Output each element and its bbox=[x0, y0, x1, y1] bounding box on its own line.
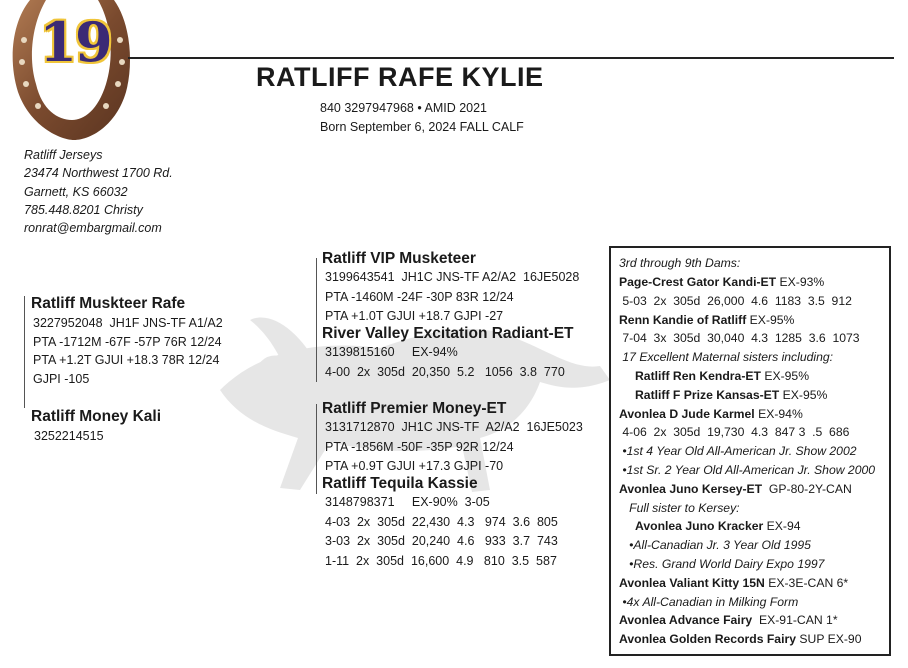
dam-block bbox=[31, 408, 161, 443]
dam-entry-classification: SUP EX-90 bbox=[796, 632, 862, 647]
consignor-info bbox=[24, 146, 173, 237]
sire-name: Ratliff Muskteer Rafe bbox=[31, 295, 186, 312]
consignor-email[interactable]: ronrat@embargmail.com bbox=[24, 221, 162, 236]
sire-pta-2: PTA +1.2T GJUI +18.3 78R 12/24 bbox=[33, 353, 220, 367]
sire-sire-name: Ratliff VIP Musketeer bbox=[322, 250, 476, 267]
dam-entry-name: Avonlea D Jude Karmel bbox=[619, 406, 755, 421]
animal-name: RATLIFF RAFE KYLIE bbox=[256, 62, 544, 92]
sire-dam-reg: 3139815160 EX-94% bbox=[325, 345, 458, 359]
dam-entry bbox=[635, 388, 827, 402]
dam-entry-classification: EX-3E-CAN 6* bbox=[764, 575, 849, 590]
dam-entry-name: Avonlea Juno Kersey-ET bbox=[619, 481, 763, 496]
sire-sire-pta-1: PTA -1460M -24F -30P 83R 12/24 bbox=[325, 289, 514, 304]
dam-sire-reg: 3131712870 JH1C JNS-TF A2/A2 16JE5023 bbox=[325, 420, 583, 434]
lot-number: 19 bbox=[39, 10, 111, 74]
dam-record: 5-03 2x 305d 26,000 4.6 1183 3.5 912 bbox=[619, 293, 852, 308]
dam-note: •1st Sr. 2 Year Old All-American Jr. Show 2000 bbox=[619, 463, 876, 477]
dam-entry bbox=[619, 407, 803, 421]
sire-reg: 3227952048 JH1F JNS-TF A1/A2 bbox=[33, 316, 223, 330]
dam-entry bbox=[619, 482, 852, 496]
dam-entry bbox=[619, 576, 848, 590]
dam-note: •1st 4 Year Old All-American Jr. Show 2002 bbox=[619, 444, 857, 459]
id-line: 840 3297947968 • AMID 2021 bbox=[320, 101, 488, 115]
dam-entry-classification: EX-93% bbox=[776, 275, 825, 289]
dam-entry bbox=[619, 632, 861, 646]
dam-entry bbox=[635, 369, 809, 383]
dam-dam-record-1: 4-03 2x 305d 22,430 4.3 974 3.6 805 bbox=[325, 514, 558, 529]
dam-note: •4x All-Canadian in Milking Form bbox=[619, 594, 799, 609]
dam-entry bbox=[619, 313, 794, 327]
dam-dam-record-2: 3-03 2x 305d 20,240 4.6 933 3.7 743 bbox=[325, 534, 558, 548]
dam-dam-record-3: 1-11 2x 305d 16,600 4.9 810 3.5 587 bbox=[325, 553, 557, 568]
dam-note: •All-Canadian Jr. 3 Year Old 1995 bbox=[619, 538, 811, 553]
dam-dam-name: Ratliff Tequila Kassie bbox=[322, 475, 478, 492]
dam-dam-reg: 3148798371 EX-90% 3-05 bbox=[325, 495, 490, 509]
dam-entry-classification: EX-95% bbox=[779, 387, 828, 402]
dam-entry-name: Avonlea Juno Kracker bbox=[635, 519, 764, 534]
dam-entry-name: Renn Kandie of Ratliff bbox=[619, 312, 747, 327]
sire-dam-record: 4-00 2x 305d 20,350 5.2 1056 3.8 770 bbox=[325, 364, 565, 379]
dam-entry-classification: EX-91-CAN 1* bbox=[752, 613, 838, 628]
dam-reg: 3252214515 bbox=[34, 429, 104, 443]
dam-sire-name: Ratliff Premier Money-ET bbox=[322, 400, 507, 417]
dam-record: 7-04 3x 305d 30,040 4.3 1285 3.6 1073 bbox=[619, 331, 860, 346]
maternal-dams-box bbox=[609, 246, 891, 656]
dam-note: •Res. Grand World Dairy Expo 1997 bbox=[619, 557, 825, 571]
sire-block bbox=[31, 295, 223, 388]
dam-entry bbox=[619, 275, 824, 289]
sire-dam-block bbox=[322, 325, 574, 382]
dam-sire-block bbox=[322, 400, 583, 477]
dam-note: 17 Excellent Maternal sisters including: bbox=[619, 350, 834, 365]
dam-entry-name: Ratliff Ren Kendra-ET bbox=[635, 369, 761, 383]
consignor-farm: Ratliff Jerseys bbox=[24, 148, 103, 162]
sire-bracket bbox=[24, 296, 25, 408]
dam-name: Ratliff Money Kali bbox=[31, 408, 162, 425]
sire-side-bracket bbox=[316, 258, 317, 382]
consignor-phone: 785.448.8201 Christy bbox=[24, 202, 143, 217]
consignor-address: 23474 Northwest 1700 Rd. bbox=[24, 166, 173, 181]
consignor-city: Garnett, KS 66032 bbox=[24, 184, 128, 199]
dam-entry-name: Avonlea Golden Records Fairy bbox=[619, 632, 796, 647]
sire-sire-reg: 3199643541 JH1C JNS-TF A2/A2 16JE5028 bbox=[325, 270, 580, 284]
dam-entry-classification: EX-95% bbox=[760, 369, 810, 383]
dam-entry-name: Avonlea Valiant Kitty 15N bbox=[619, 575, 765, 590]
dam-entry bbox=[635, 519, 801, 533]
dam-side-bracket bbox=[316, 404, 317, 494]
sire-pta-1: PTA -1712M -67F -57P 76R 12/24 bbox=[33, 334, 222, 349]
dam-record: 4-06 2x 305d 19,730 4.3 847 3 .5 686 bbox=[619, 425, 850, 440]
dam-entry-name: Page-Crest Gator Kandi-ET bbox=[619, 275, 777, 289]
sire-sire-pta-2: PTA +1.0T GJUI +18.7 GJPI -27 bbox=[325, 309, 504, 323]
sire-dam-name: River Valley Excitation Radiant-ET bbox=[322, 325, 574, 342]
dams-heading: 3rd through 9th Dams: bbox=[619, 256, 741, 270]
sire-gjpi: GJPI -105 bbox=[33, 371, 90, 386]
dam-entry-name: Ratliff F Prize Kansas-ET bbox=[635, 387, 780, 402]
sire-sire-block bbox=[322, 250, 579, 327]
dam-entry-classification: EX-95% bbox=[746, 312, 795, 327]
dam-sire-pta-1: PTA -1856M -50F -35P 92R 12/24 bbox=[325, 439, 514, 454]
dam-sire-pta-2: PTA +0.9T GJUI +17.3 GJPI -70 bbox=[325, 459, 504, 473]
header-rule bbox=[128, 57, 894, 59]
dam-note: Full sister to Kersey: bbox=[619, 500, 740, 515]
dam-entry-name: Avonlea Advance Fairy bbox=[619, 613, 753, 628]
dam-entry-classification: GP-80-2Y-CAN bbox=[762, 481, 852, 496]
dam-entry-classification: EX-94% bbox=[754, 406, 803, 421]
dam-entry-classification: EX-94 bbox=[763, 519, 801, 534]
birth-line: Born September 6, 2024 FALL CALF bbox=[320, 120, 524, 134]
dam-entry bbox=[619, 613, 838, 627]
dam-dam-block bbox=[322, 475, 558, 571]
